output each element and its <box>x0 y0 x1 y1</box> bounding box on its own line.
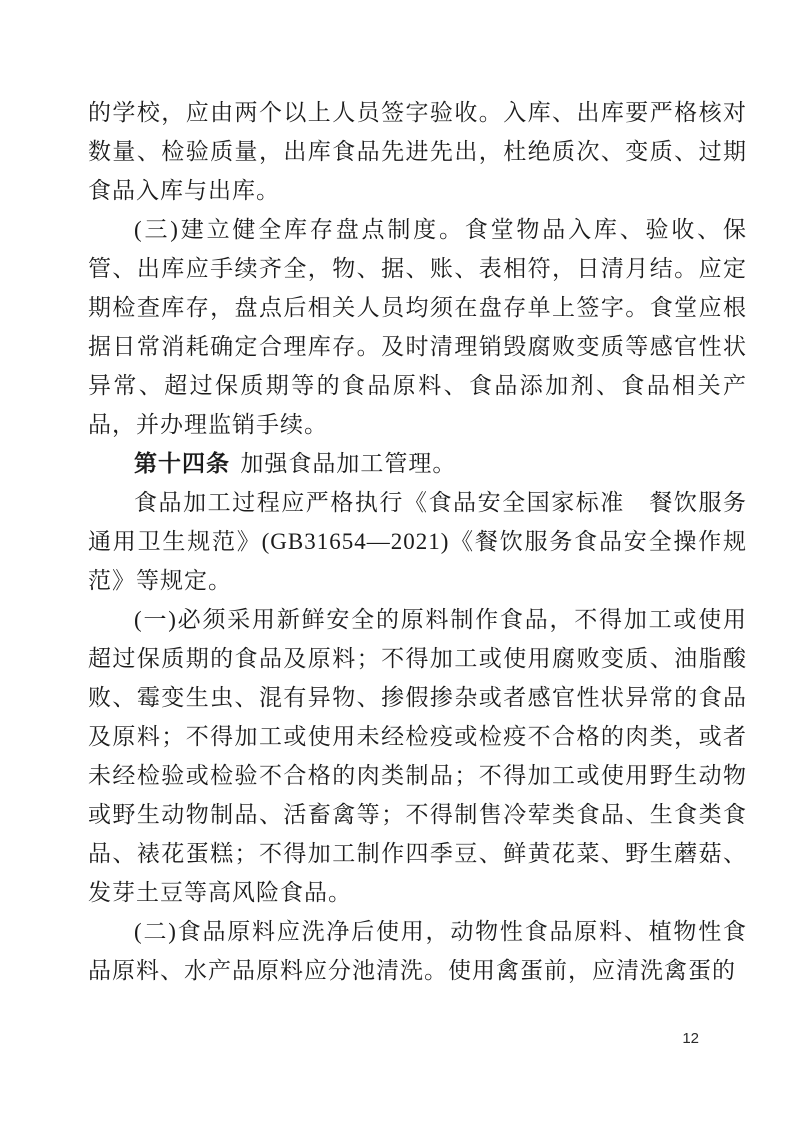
paragraph-storage-inout: 的学校，应由两个以上人员签字验收。入库、出库要严格核对数量、检验质量，出库食品先进先出，杜绝质次、变质、过期食品入库与出库。 <box>88 100 747 203</box>
article-number: 第十四条 <box>134 451 230 476</box>
paragraph-item-1-raw-materials: (一)必须采用新鲜安全的原料制作食品，不得加工或使用超过保质期的食品及原料；不得加工或使用腐败变质、油脂酸败、霉变生虫、混有异物、掺假掺杂或者感官性状异常的食品及原料；不得加工或使用未经检疫或检疫不合格的肉类，或者未经检验或检验不合格的肉类制品；不得加工或使用野生动物或野生动物制品、活畜禽等；不得制售冷荤类食品、生食类食品、裱花蛋糕；不得加工制作四季豆、鲜黄花菜、野生蘑菇、发芽土豆等高风险食品。 <box>88 607 747 905</box>
paragraph-processing-standards: 食品加工过程应严格执行《食品安全国家标准 餐饮服务通用卫生规范》(GB31654—2021)《餐饮服务食品安全操作规范》等规定。 <box>88 490 747 593</box>
article-title: 加强食品加工管理。 <box>240 451 457 476</box>
paragraph-inventory-system: (三)建立健全库存盘点制度。食堂物品入库、验收、保管、出库应手续齐全，物、据、账、表相符，日清月结。应定期检查库存，盘点后相关人员均须在盘存单上签字。食堂应根据日常消耗确定合理库存。及时清理销毁腐败变质等感官性状异常、超过保质期等的食品原料、食品添加剂、食品相关产品，并办理监销手续。 <box>88 217 747 437</box>
page-number: 12 <box>682 1030 699 1047</box>
document-body <box>88 93 747 990</box>
paragraph-article-14-heading <box>88 444 747 483</box>
paragraph-item-2-washing: (二)食品原料应洗净后使用，动物性食品原料、植物性食品原料、水产品原料应分池清洗。使用禽蛋前，应清洗禽蛋的 <box>88 919 747 983</box>
